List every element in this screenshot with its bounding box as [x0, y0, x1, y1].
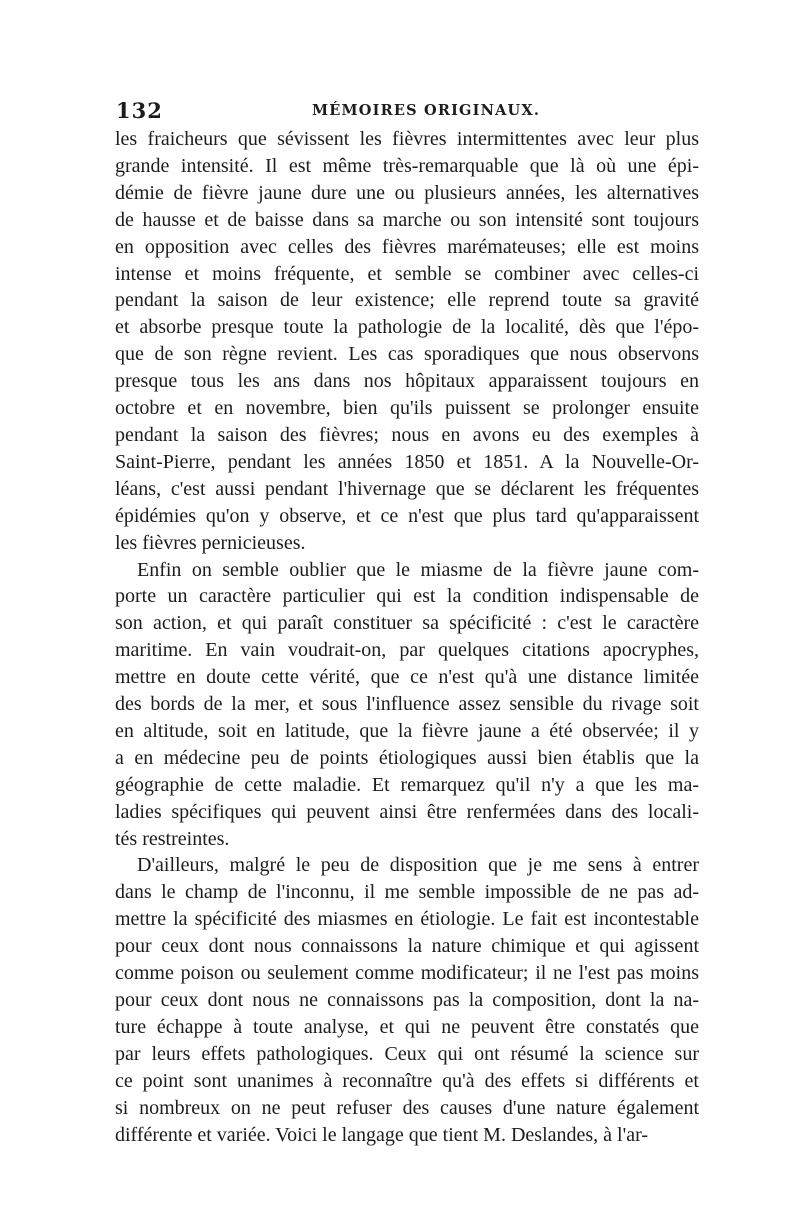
text-line: si nombreux on ne peut refuser des causes d'une nature également	[115, 1096, 699, 1119]
text-line: par leurs effets pathologiques. Ceux qui ont résumé la science sur	[115, 1042, 699, 1065]
text-line: son action, et qui paraît constituer sa spécificité : c'est le caractère	[115, 612, 699, 635]
text-line: que de son règne revient. Les cas sporadiques que nous observons	[115, 343, 699, 366]
text-line: démie de fièvre jaune dure une ou plusieurs années, les alternatives	[115, 181, 699, 204]
text-line: maritime. En vain voudrait-on, par quelques citations apocryphes,	[115, 639, 699, 662]
body-text	[115, 126, 699, 1148]
running-head: MÉMOIRES ORIGINAUX.	[312, 102, 541, 119]
text-line: géographie de cette maladie. Et remarquez qu'il n'y a que les ma-	[115, 773, 699, 796]
text-line: ce point sont unanimes à reconnaître qu'à des effets si différents et	[115, 1069, 699, 1092]
text-line: ture échappe à toute analyse, et qui ne peuvent être constatés que	[115, 1015, 699, 1038]
text-line: grande intensité. Il est même très-remarquable que là où une épi-	[115, 154, 699, 177]
paragraph	[115, 126, 699, 557]
text-line: tés restreintes.	[115, 827, 230, 850]
text-line: pendant la saison de leur existence; elle reprend toute sa gravité	[115, 289, 699, 312]
text-line: octobre et en novembre, bien qu'ils puissent se prolonger ensuite	[115, 397, 699, 420]
text-line: épidémies qu'on y observe, et ce n'est que plus tard qu'apparaissent	[115, 504, 699, 527]
text-line: mettre la spécificité des miasmes en étiologie. Le fait est incontestable	[115, 908, 699, 931]
text-line: Enfin on semble oublier que le miasme de la fièvre jaune com-	[137, 558, 699, 581]
text-line: en altitude, soit en latitude, que la fièvre jaune a été observée; il y	[115, 719, 699, 742]
text-line: différente et variée. Voici le langage que tient M. Deslandes, à l'ar-	[115, 1123, 648, 1146]
paragraph	[115, 852, 699, 1148]
text-line: porte un caractère particulier qui est la condition indispensable de	[115, 585, 699, 608]
page-header	[116, 98, 700, 128]
text-line: pour ceux dont nous ne connaissons pas la composition, dont la na-	[115, 989, 699, 1011]
page-number: 132	[116, 98, 163, 123]
text-line: comme poison ou seulement comme modificateur; il ne l'est pas moins	[115, 962, 699, 985]
text-line: léans, c'est aussi pendant l'hivernage que se déclarent les fréquentes	[115, 477, 699, 500]
text-line: pendant la saison des fièvres; nous en avons eu des exemples à	[115, 423, 699, 446]
text-line: intense et moins fréquente, et semble se combiner avec celles-ci	[115, 262, 699, 285]
text-line: des bords de la mer, et sous l'influence assez sensible du rivage soit	[115, 693, 699, 716]
text-line: presque tous les ans dans nos hôpitaux apparaissent toujours en	[115, 370, 699, 393]
text-line: de hausse et de baisse dans sa marche ou son intensité sont toujours	[115, 208, 699, 231]
text-line: les fièvres pernicieuses.	[115, 531, 306, 554]
text-line: en opposition avec celles des fièvres marémateuses; elle est moins	[115, 235, 699, 258]
text-line: a en médecine peu de points étiologiques aussi bien établis que la	[115, 746, 699, 769]
text-line: dans le champ de l'inconnu, il me semble impossible de ne pas ad-	[115, 881, 699, 904]
paragraph	[115, 557, 699, 853]
text-line: D'ailleurs, malgré le peu de disposition que je me sens à entrer	[137, 854, 699, 877]
text-line: Saint-Pierre, pendant les années 1850 et 1851. A la Nouvelle-Or-	[115, 450, 699, 473]
text-line: et absorbe presque toute la pathologie de la localité, dès que l'épo-	[115, 316, 699, 339]
text-line: pour ceux dont nous connaissons la nature chimique et qui agissent	[115, 935, 699, 958]
text-line: les fraicheurs que sévissent les fièvres intermittentes avec leur plus	[115, 128, 699, 150]
text-line: ladies spécifiques qui peuvent ainsi être renfermées dans des locali-	[115, 800, 699, 823]
text-line: mettre en doute cette vérité, que ce n'est qu'à une distance limitée	[115, 666, 699, 689]
